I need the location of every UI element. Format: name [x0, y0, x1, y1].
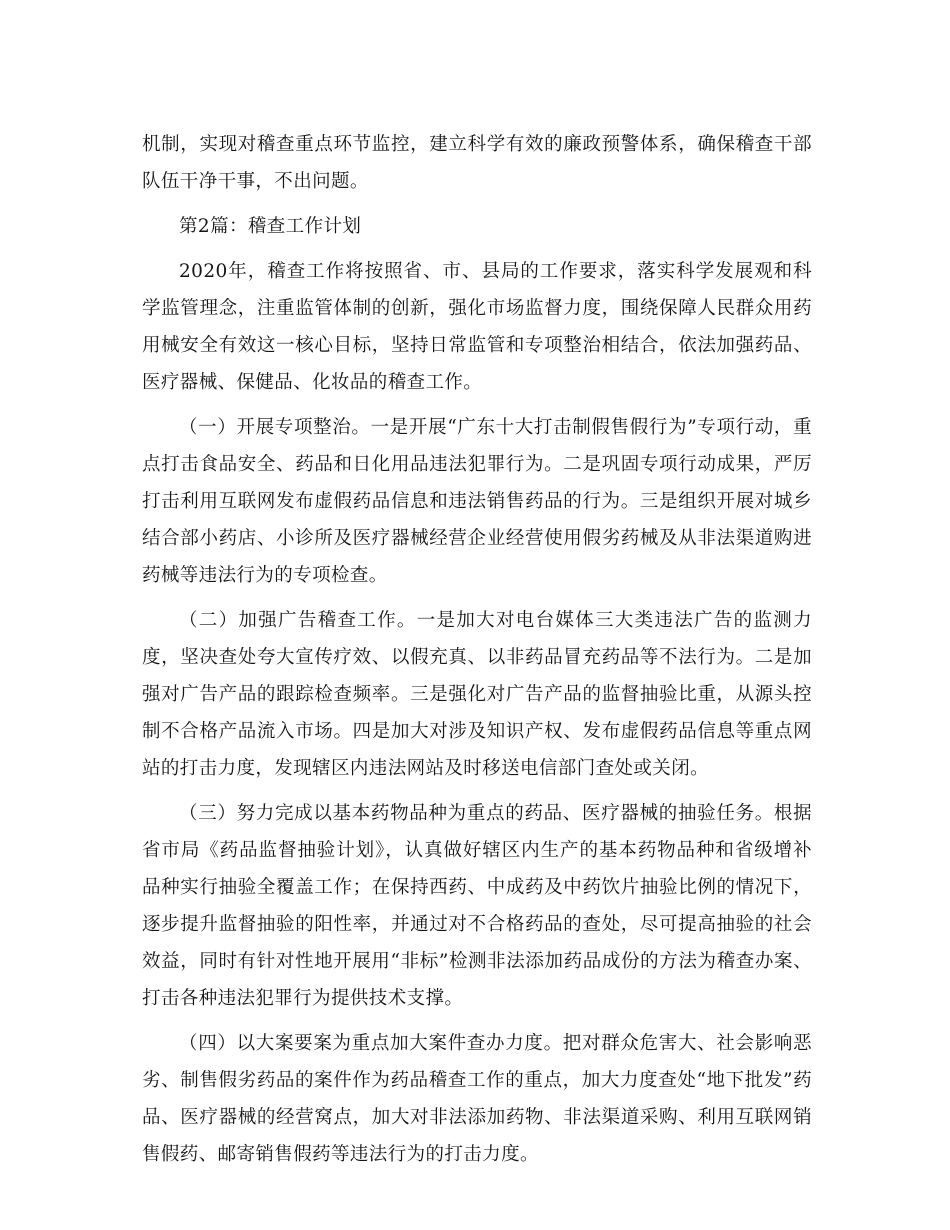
paragraph-special-rectification: （一）开展专项整治。一是开展“广东十大打击制假售假行为”专项行动，重点打击食品安全、药品和日化用品违法犯罪行为。二是巩固专项行动成果，严厉打击利用互联网发布虚假药品信息和违法销售药品的行为。三是组织开展对城乡结合部小药店、小诊所及医疗器械经营企业经营使用假劣药械及从非法渠道购进药械等违法行为的专项检查。: [142, 417, 812, 586]
document-body: [142, 126, 812, 1181]
continuation-paragraph: 机制，实现对稽查重点环节监控，建立科学有效的廉政预警体系，确保稽查干部队伍干净干事，不出问题。: [142, 134, 812, 192]
paragraph-sampling-tasks: （三）努力完成以基本药物品种为重点的药品、医疗器械的抽验任务。根据省市局《药品监督抽验计划》，认真做好辖区内生产的基本药物品种和省级增补品种实行抽验全覆盖工作；在保持西药、中成药及中药饮片抽验比例的情况下，逐步提升监督抽验的阳性率，并通过对不合格药品的查处，尽可提高抽验的社会效益，同时有针对性地开展用“非标”检测非法添加药品成份的方法为稽查办案、打击各种违法犯罪行为提供技术支撑。: [142, 803, 812, 1009]
section-heading: 第2篇：稽查工作计划: [179, 216, 362, 237]
paragraph-advertising-inspection: （二）加强广告稽查工作。一是加大对电台媒体三大类违法广告的监测力度，坚决查处夸大宣传疗效、以假充真、以非药品冒充药品等不法行为。二是加强对广告产品的跟踪检查频率。三是强化对广告产品的监督抽验比重，从源头控制不合格产品流入市场。四是加大对涉及知识产权、发布虚假药品信息等重点网站的打击力度，发现辖区内违法网站及时移送电信部门查处或关闭。: [142, 610, 812, 779]
intro-paragraph: 2020年，稽查工作将按照省、市、县局的工作要求，落实科学发展观和科学监管理念，注重监管体制的创新，强化市场监督力度，围绕保障人民群众用药用械安全有效这一核心目标，坚持日常监管和专项整治相结合，依法加强药品、医疗器械、保健品、化妆品的稽查工作。: [142, 261, 812, 393]
paragraph-major-cases: （四）以大案要案为重点加大案件查办力度。把对群众危害大、社会影响恶劣、制售假劣药品的案件作为药品稽查工作的重点，加大力度查处“地下批发”药品、医疗器械的经营窝点，加大对非法添加药物、非法渠道采购、利用互联网销售假药、邮寄销售假药等违法行为的打击力度。: [142, 1033, 812, 1165]
